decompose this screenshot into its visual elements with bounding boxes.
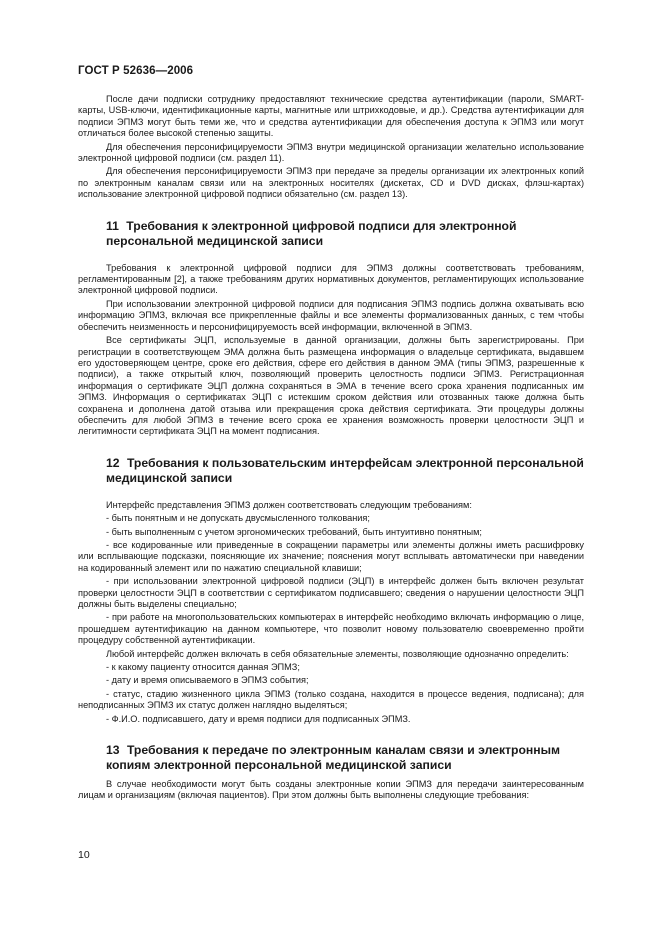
list-item: - дату и время описываемого в ЭПМЗ события;	[106, 675, 309, 686]
intro-paragraph: Для обеспечения персонифицируемости ЭПМЗ при передаче за пределы организации их электронных копий по электронным каналам связи или на электронных носителях (дискетах, CD и DVD дисках, флэш-картах) использование электронной цифровой подписи обязательно (см. раздел 13).	[78, 166, 584, 200]
section-heading-12	[78, 456, 584, 486]
section-heading-11	[78, 219, 584, 249]
list-item: - к какому пациенту относится данная ЭПМЗ;	[106, 662, 300, 673]
intro-paragraph: После дачи подписки сотруднику предоставляют технические средства аутентификации (пароли, SMART-карты, USB-ключи, идентификационные карты, магнитные или штрихкодовые, и др.). Средства аутентификации для подписи ЭПМЗ могут быть теми же, что и средства аутентификации для обеспечения доступа к ЭПМЗ или могут отличаться более высокой степенью защиты.	[78, 94, 584, 139]
list-item: - быть понятным и не допускать двусмысленного толкования;	[106, 513, 370, 524]
page-number: 10	[78, 849, 90, 861]
list-item: - все кодированные или приведенные в сокращении параметры или элементы должны иметь расшифровку или всплывающие подсказки, поясняющие их значение; пояснения могут всплывать автоматически при наведении на кодированный элемент или по нажатию специальной клавиши;	[78, 539, 584, 573]
section-number: 12	[106, 455, 120, 470]
section-title: Требования к электронной цифровой подписи для электронной персональной медицинской записи	[106, 218, 517, 248]
section-paragraph: Требования к электронной цифровой подписи для ЭПМЗ должны соответствовать требованиям, регламентированным [2], а также требованиям других нормативных документов, регламентирующих использование электронной цифровой подписи.	[78, 262, 584, 296]
section-paragraph: В случае необходимости могут быть созданы электронные копии ЭПМЗ для передачи заинтересованным лицам и организациям (включая пациентов). При этом должны быть выполнены следующие требования:	[78, 779, 584, 801]
section-paragraph: При использовании электронной цифровой подписи для подписания ЭПМЗ подпись должна охватывать всю информацию ЭПМЗ, включая все прикрепленные файлы и все элементы формализованных данных, с тем чтобы обеспечить неизменность и персонифицируемость всей информации, включенной в ЭПМЗ.	[78, 298, 584, 332]
list-item: - статус, стадию жизненного цикла ЭПМЗ (только создана, находится в процессе ведения, подписана); для неподписанных ЭПМЗ их статус должен наглядно выделяться;	[78, 688, 584, 711]
list-item: - Ф.И.О. подписавшего, дату и время подписи для подписанных ЭПМЗ.	[106, 713, 411, 724]
section-paragraph: Интерфейс представления ЭПМЗ должен соответствовать следующим требованиям:	[106, 499, 472, 510]
intro-paragraph: Для обеспечения персонифицируемости ЭПМЗ внутри медицинской организации желательно использование электронной цифровой подписи (см. раздел 11).	[78, 141, 584, 164]
section-paragraph: Любой интерфейс должен включать в себя обязательные элементы, позволяющие однозначно определить:	[106, 648, 569, 659]
section-paragraph: Все сертификаты ЭЦП, используемые в данной организации, должны быть зарегистрированы. При регистрации в соответствующем ЭМА должна быть размещена информация о владельце сертификата, выдавшем его удостоверяющем центре, сроке его действия, сфере его действия в данном ЭМА (типы ЭПМЗ, разрешенные к подписи), а также открытый ключ, позволяющий проверить целостность подписи ЭПМЗ. Регистрационная информация о сертификате ЭЦП должна сохраняться в ЭМА в течение всего срока хранения подписанных им ЭПМЗ. Информация о сертификатах ЭЦП с истекшим сроком действия или отозванных также должна быть сохранена и дополнена датой отзыва или прекращения срока действия сертификата. Эти процедуры должны обеспечить для любой ЭПМЗ в течение всего срока ее хранения возможность проверки целостности ЭЦП и легитимности сертификата ЭЦП на момент подписания.	[78, 335, 584, 437]
section-title: Требования к пользовательским интерфейсам электронной персональной медицинской записи	[106, 455, 584, 485]
list-item: - при использовании электронной цифровой подписи (ЭЦП) в интерфейс должен быть включен результат проверки целостности ЭЦП в соответствии с сертификатом подписавшего; сведения о нарушении целостности ЭЦП должны быть выделены специально;	[78, 576, 584, 609]
section-number: 13	[106, 743, 120, 758]
section-heading-13	[78, 743, 584, 773]
standard-header: ГОСТ Р 52636—2006	[78, 65, 194, 77]
section-title: Требования к передаче по электронным каналам связи и электронным копиям электронной персональной медицинской записи	[106, 743, 561, 773]
list-item: - быть выполненным с учетом эргономических требований, быть интуитивно понятным;	[106, 526, 482, 537]
list-item: - при работе на многопользовательских компьютерах в интерфейс необходимо включать информацию о лице, прошедшем аутентификацию на данном компьютере, что позволит новому пользователю своевременно пройти процедуру собственной аутентификации.	[78, 612, 584, 646]
section-number: 11	[106, 218, 119, 233]
page-body	[78, 94, 584, 804]
